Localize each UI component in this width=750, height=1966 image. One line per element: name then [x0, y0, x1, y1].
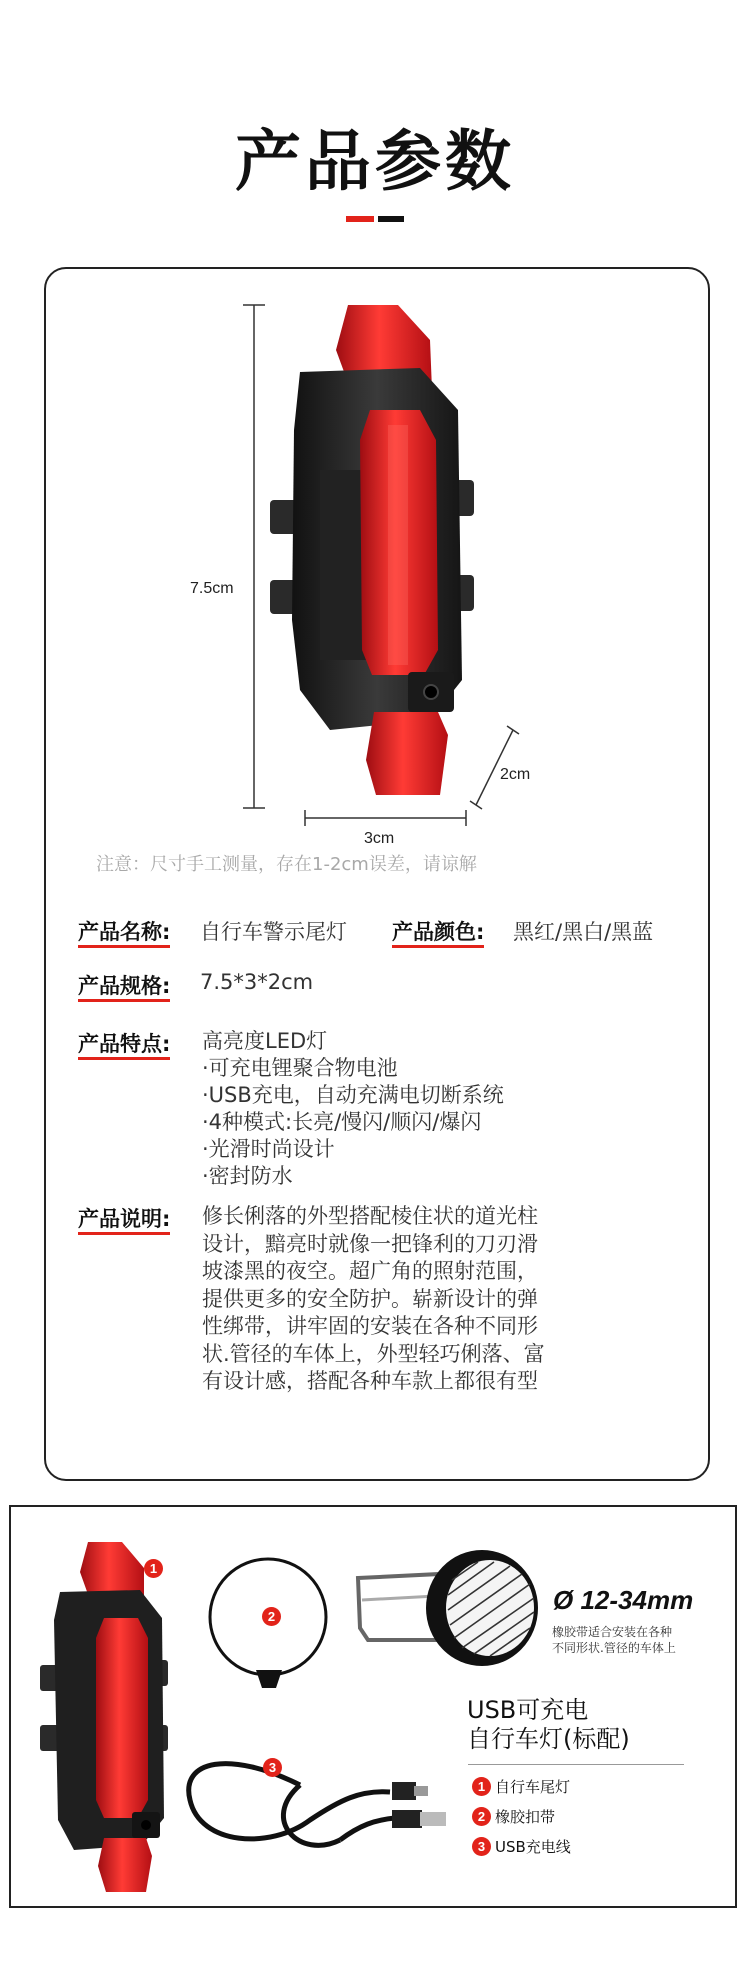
usb-title-line: 自行车灯(标配): [467, 1725, 630, 1753]
desc-line: 修长俐落的外型搭配棱住状的道光柱: [202, 1204, 538, 1228]
package-item-2: 2 橡胶扣带: [472, 1806, 555, 1827]
spec-color-label: 产品颜色:: [392, 916, 484, 946]
feature-item: ·密封防水: [202, 1164, 293, 1188]
desc-line: 有设计感，搭配各种车款上都很有型: [202, 1369, 538, 1393]
spec-size-value: 7.5*3*2cm: [200, 970, 314, 994]
item-number: 3: [472, 1837, 491, 1856]
tail-light-dimension-illustration: [0, 0, 750, 880]
width-dimension-line: [305, 810, 466, 826]
usb-cable: [189, 1764, 395, 1846]
package-number-3: 3: [263, 1758, 282, 1777]
height-dimension-line: [243, 305, 265, 808]
desc-line: 提供更多的安全防护。崭新设计的弹: [202, 1286, 538, 1311]
package-item-1: 1 自行车尾灯: [472, 1776, 570, 1797]
measurement-note: 注意：尺寸手工测量，存在1-2cm误差，请谅解: [96, 854, 477, 875]
feature-item: ·4种模式:长亮/慢闪/顺闪/爆闪: [202, 1110, 482, 1134]
mount-bracket: [358, 1550, 538, 1666]
desc-line: 坡漆黑的夜空。超广角的照射范围，: [202, 1259, 538, 1283]
page-title: 产品参数: [235, 123, 515, 200]
package-item-3: 3 USB充电线: [472, 1836, 571, 1857]
spec-name-value: 自行车警示尾灯: [200, 920, 347, 944]
spec-size-label: 产品规格:: [78, 970, 170, 1000]
spec-desc-label: 产品说明:: [78, 1203, 170, 1233]
spec-features-label: 产品特点:: [78, 1028, 170, 1058]
strap-size-range: Ø 12-34mm: [553, 1585, 694, 1615]
strap-size-note: [552, 1624, 676, 1656]
package-number-1: 1: [144, 1559, 163, 1578]
desc-line: 设计，黯亮时就像一把锋利的刀刃滑: [202, 1231, 538, 1256]
feature-item: ·光滑时尚设计: [202, 1137, 335, 1161]
feature-list: [202, 1028, 504, 1190]
width-dimension-label: 3cm: [364, 830, 395, 847]
package-contents-illustration: [0, 1500, 750, 1920]
height-dimension-label: 7.5cm: [190, 580, 234, 597]
product-description: [202, 1203, 594, 1396]
spec-name-label: 产品名称:: [78, 916, 170, 946]
item-number: 2: [472, 1807, 491, 1826]
usb-title-line: USB可充电: [467, 1696, 589, 1724]
spec-color-value: 黑红/黑白/黑蓝: [513, 920, 654, 944]
usb-package-title: [467, 1696, 630, 1754]
depth-dimension-label: 2cm: [500, 766, 531, 783]
feature-item: ·可充电锂聚合物电池: [202, 1056, 398, 1080]
feature-item: 高亮度LED灯: [202, 1029, 328, 1053]
desc-line: 性绑带，讲牢固的安装在各种不同形: [202, 1314, 538, 1338]
package-separator: [468, 1764, 684, 1765]
package-number-2: 2: [262, 1607, 281, 1626]
feature-item: ·USB充电，自动充满电切断系统: [202, 1083, 504, 1107]
size-note-line: 不同形状.管径的车体上: [552, 1641, 676, 1655]
desc-line: 状.管径的车体上，外型轻巧俐落、富: [202, 1341, 545, 1366]
size-note-line: 橡胶带适合安装在各种: [552, 1625, 673, 1639]
tail-light-small: [40, 1542, 168, 1892]
item-number: 1: [472, 1777, 491, 1796]
